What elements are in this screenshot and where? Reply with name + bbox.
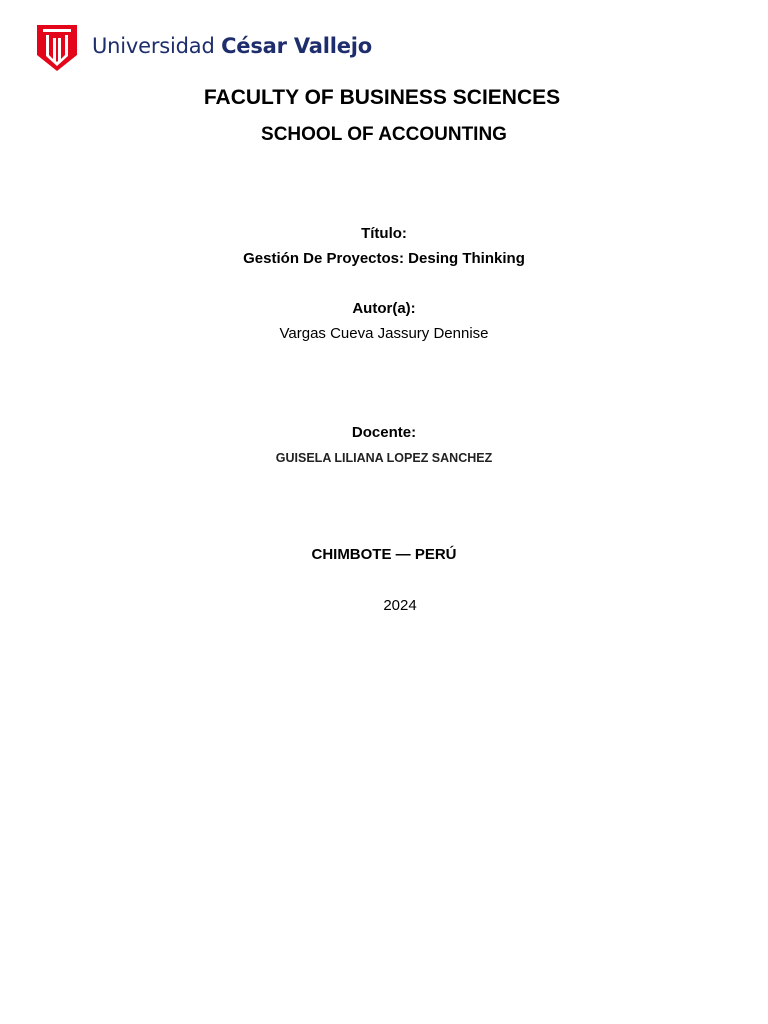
university-name (92, 34, 372, 58)
university-name-light: Universidad (92, 34, 222, 58)
university-name-bold: César Vallejo (221, 34, 373, 58)
ucv-shield-icon (37, 25, 77, 71)
teacher-label: Docente: (351, 424, 417, 441)
university-logo (37, 24, 372, 72)
place-line: CHIMBOTE — PERÚ (311, 546, 457, 563)
faculty-heading: FACULTY OF BUSINESS SCIENCES (203, 86, 561, 109)
title-value: Gestión De Proyectos: Desing Thinking (243, 250, 525, 267)
school-heading: SCHOOL OF ACCOUNTING (261, 124, 507, 145)
author-value: Vargas Cueva Jassury Dennise (279, 325, 489, 342)
year-line: 2024 (383, 597, 417, 614)
teacher-value: GUISELA LILIANA LOPEZ SANCHEZ (275, 451, 493, 465)
title-label: Título: (361, 225, 407, 242)
author-label: Autor(a): (352, 300, 416, 317)
